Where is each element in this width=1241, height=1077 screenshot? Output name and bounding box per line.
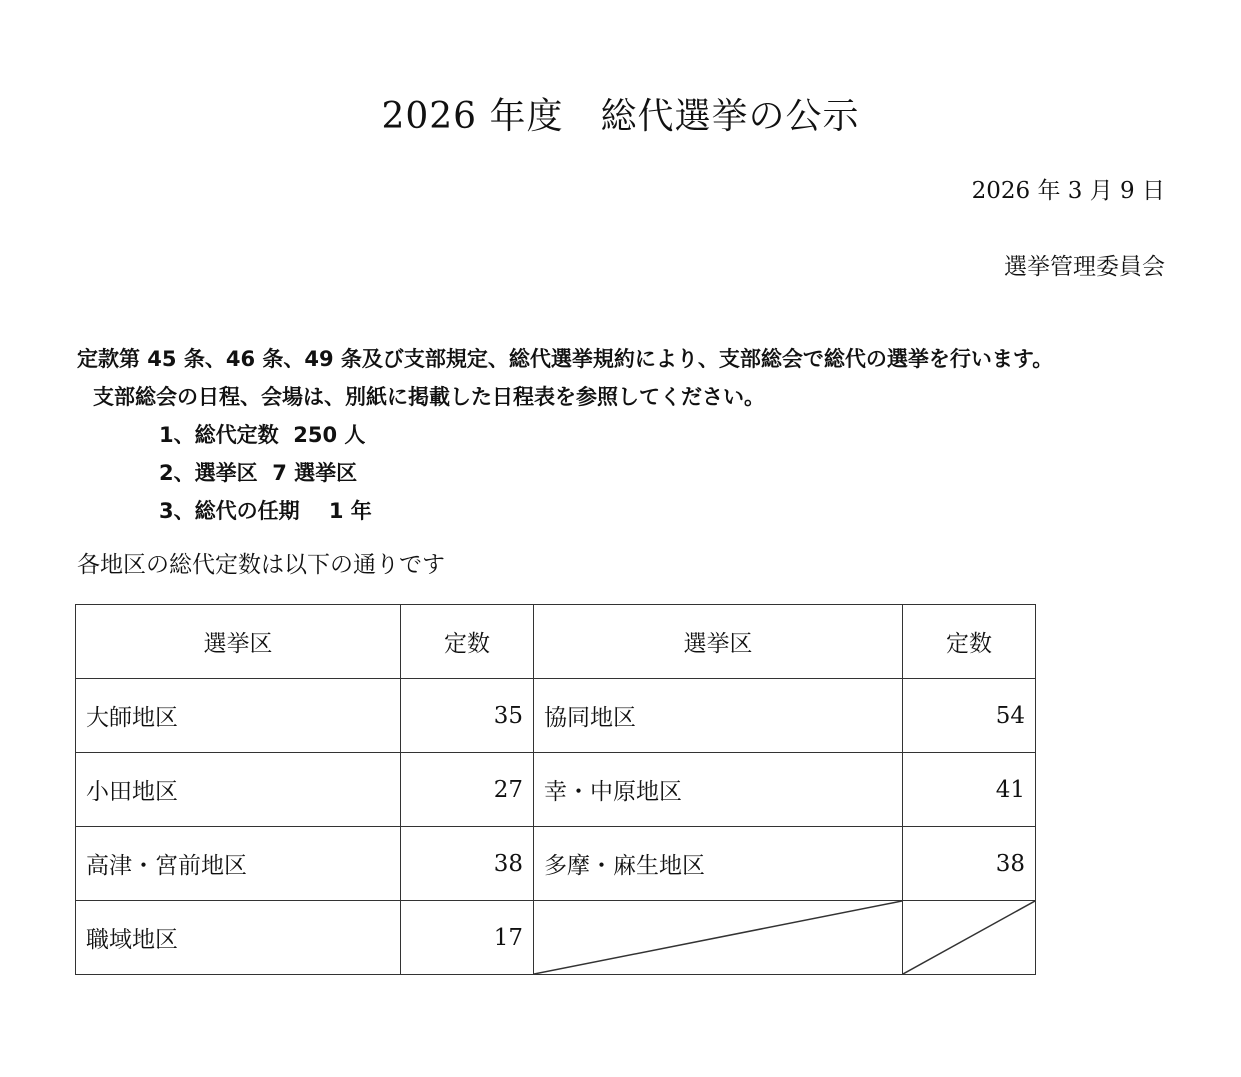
header-count: 定数	[401, 605, 534, 679]
district-name: 多摩・麻生地区	[534, 827, 903, 901]
district-table-container	[75, 604, 1035, 985]
district-name: 大師地区	[76, 679, 401, 753]
page-title: 2026 年度 総代選挙の公示	[381, 96, 860, 137]
district-count: 54	[903, 679, 1036, 753]
header-count: 定数	[903, 605, 1036, 679]
district-count: 17	[401, 901, 534, 975]
district-count: 38	[903, 827, 1036, 901]
table-row	[76, 827, 1036, 901]
district-count: 27	[401, 753, 534, 827]
district-table	[75, 604, 1036, 975]
diagonal-slash	[903, 901, 1035, 974]
table-row	[76, 901, 1036, 975]
empty-cell-slashed	[903, 901, 1036, 975]
paragraph-line: 定款第 45 条、46 条、49 条及び支部規定、総代選挙規約により、支部総会で総代の選挙を行います。	[77, 347, 1054, 371]
table-row	[76, 679, 1036, 753]
list-item: 1、総代定数 250 人	[159, 423, 366, 447]
district-count: 35	[401, 679, 534, 753]
district-count: 41	[903, 753, 1036, 827]
table-row	[76, 753, 1036, 827]
list-item: 2、選挙区 7 選挙区	[159, 461, 358, 485]
header-district: 選挙区	[76, 605, 401, 679]
list-item: 3、総代の任期 1 年	[159, 499, 372, 523]
header-district: 選挙区	[534, 605, 903, 679]
district-count: 38	[401, 827, 534, 901]
notice-date: 2026 年 3 月 9 日	[971, 178, 1165, 204]
notice-body	[77, 340, 1053, 530]
issuer-name: 選挙管理委員会	[1004, 254, 1165, 280]
table-header-row	[76, 605, 1036, 679]
district-name: 小田地区	[76, 753, 401, 827]
district-name: 職域地区	[76, 901, 401, 975]
diagonal-slash	[534, 901, 902, 974]
table-intro: 各地区の総代定数は以下の通りです	[77, 552, 445, 578]
district-name: 幸・中原地区	[534, 753, 903, 827]
district-name: 協同地区	[534, 679, 903, 753]
district-name: 高津・宮前地区	[76, 827, 401, 901]
paragraph-line: 支部総会の日程、会場は、別紙に掲載した日程表を参照してください。	[93, 385, 765, 409]
empty-cell-slashed	[534, 901, 903, 975]
